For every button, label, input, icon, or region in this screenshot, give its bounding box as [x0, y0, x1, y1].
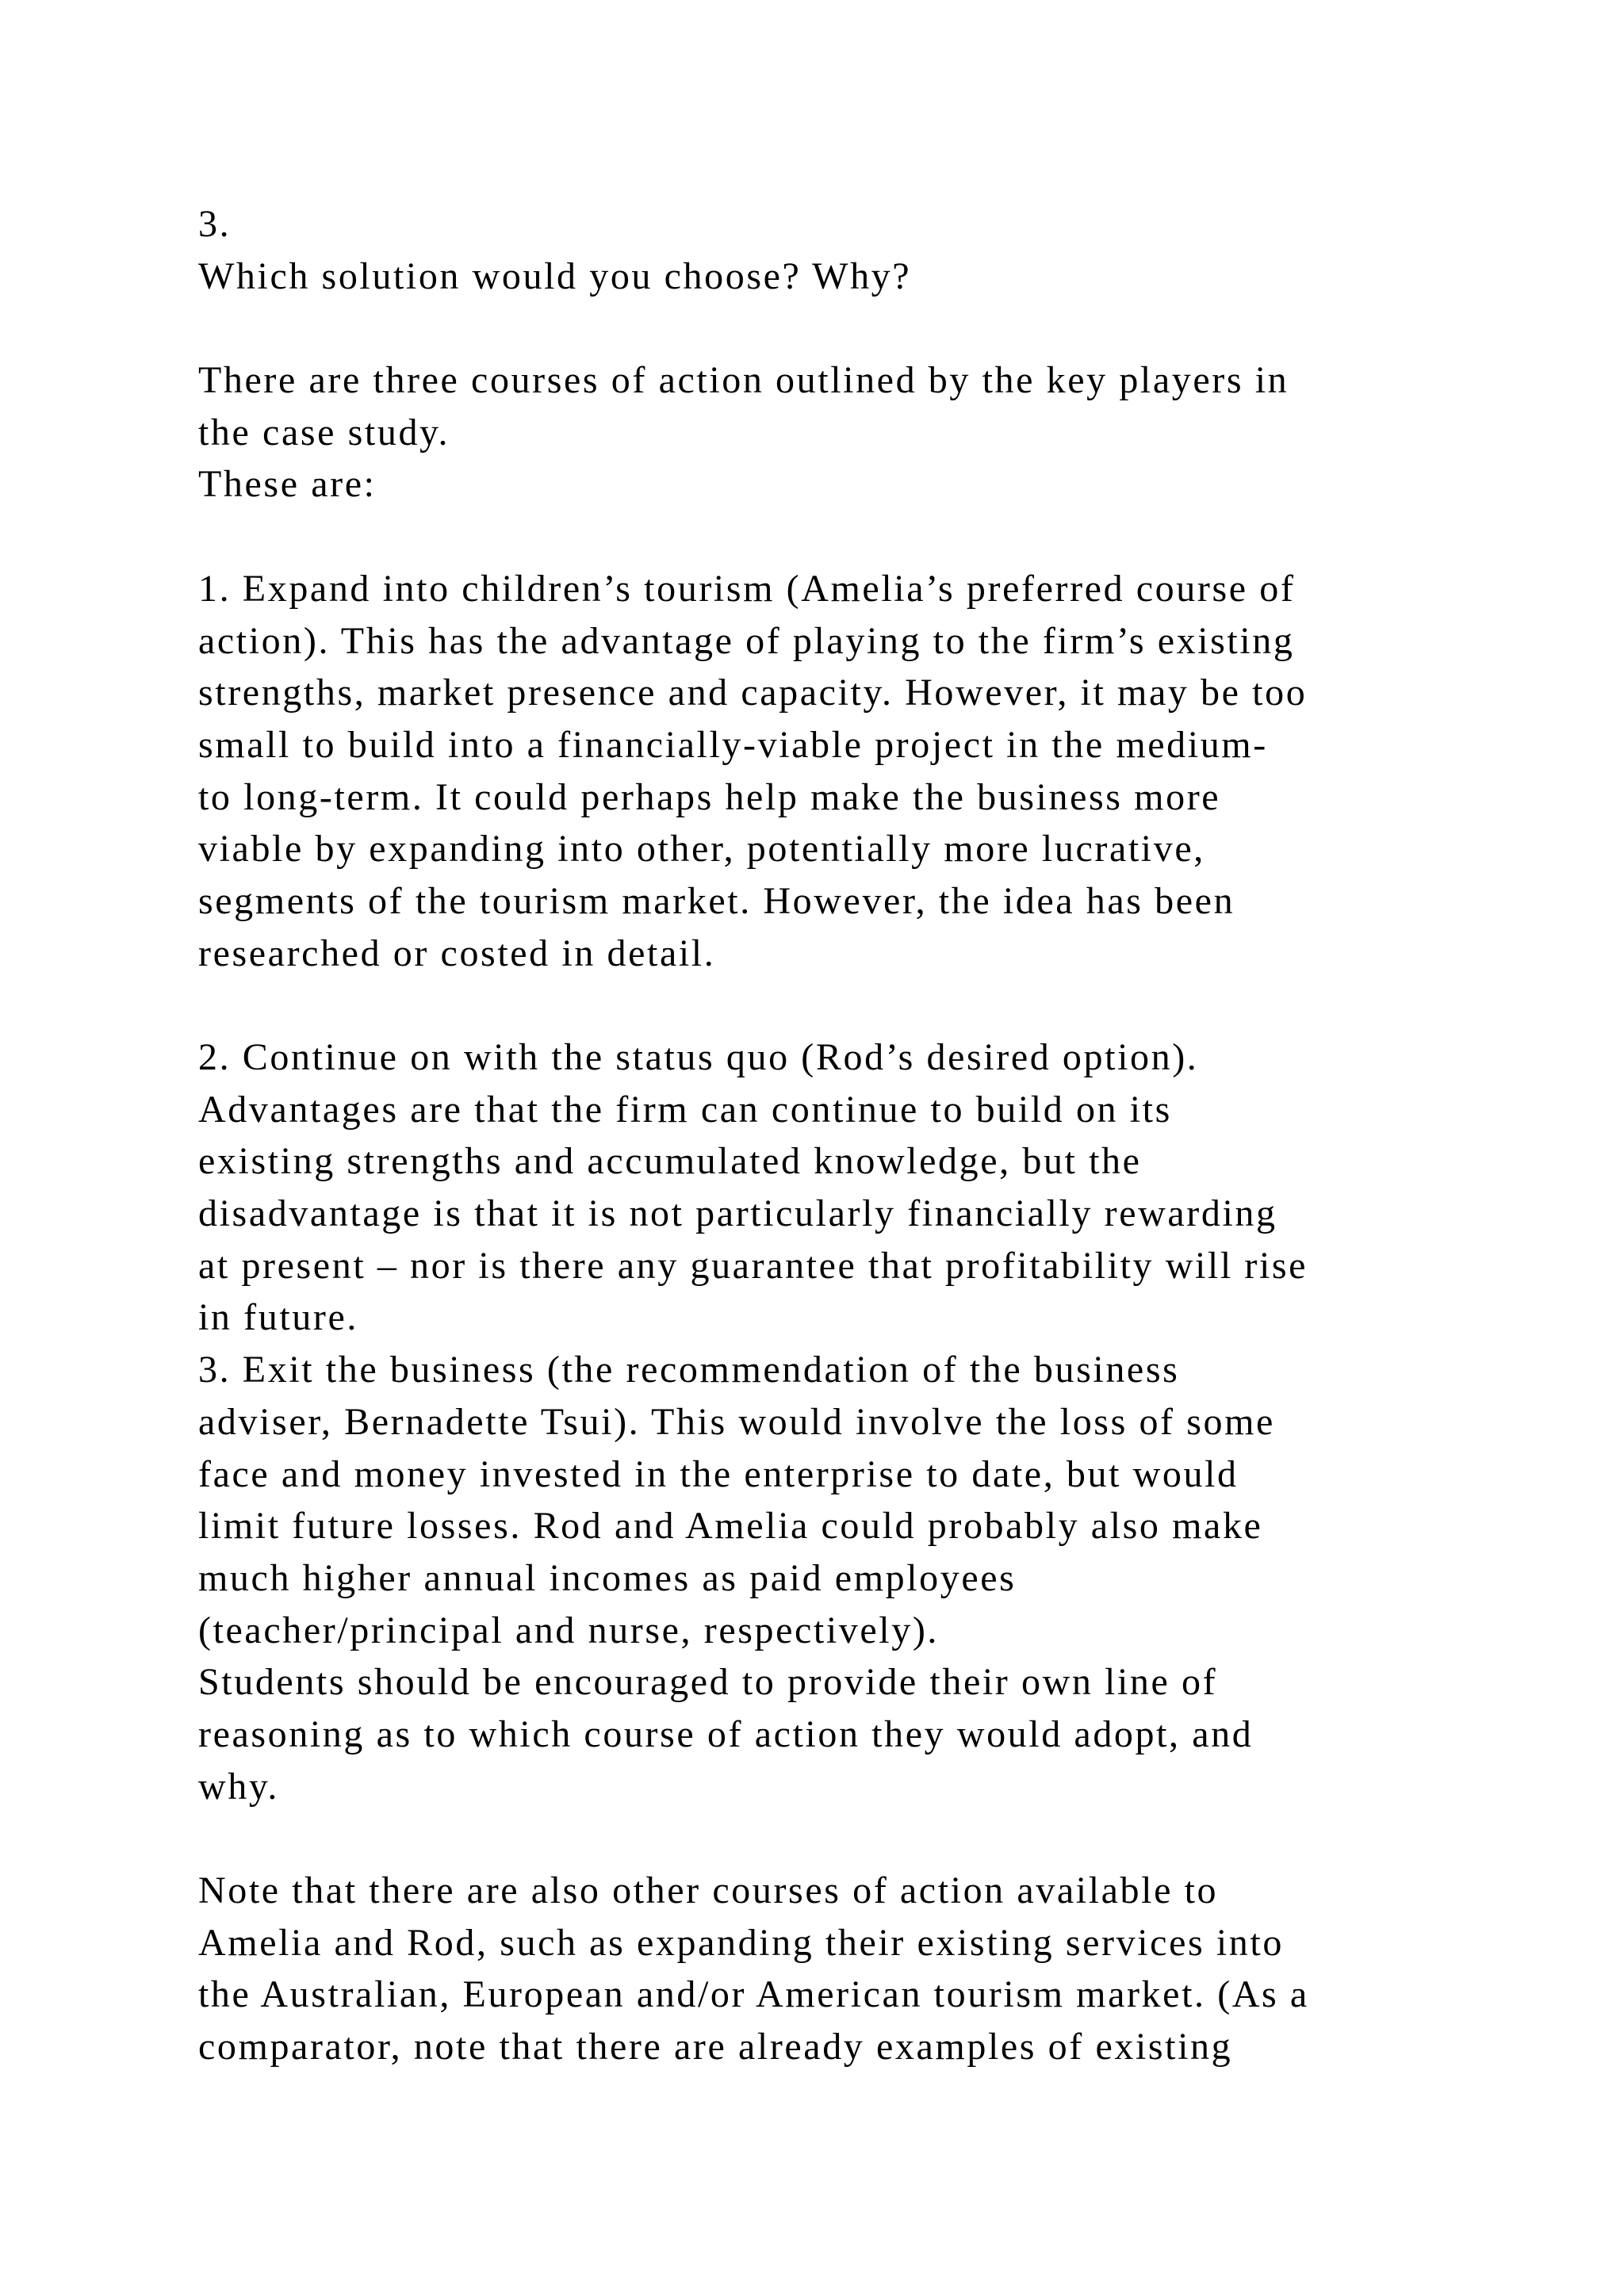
text-line: 3. Exit the business (the recommendation of the business — [198, 1349, 1180, 1391]
text-line: much higher annual incomes as paid employees — [198, 1556, 1017, 1599]
document-body — [198, 198, 1467, 2073]
text-line: 1. Expand into children’s tourism (Amelia’s preferred course of — [198, 567, 1296, 610]
text-line: 3. — [198, 203, 232, 245]
text-line: Amelia and Rod, such as expanding their existing services into — [198, 1921, 1284, 1964]
blank-line — [198, 1812, 1467, 1865]
text-line: Note that there are also other courses of action available to — [198, 1869, 1219, 1911]
text-line: These are: — [198, 463, 377, 506]
text-line: Advantages are that the firm can continue to build on its — [198, 1088, 1172, 1131]
text-line: why. — [198, 1765, 279, 1808]
text-line: comparator, note that there are already examples of existing — [198, 2026, 1233, 2068]
text-line: researched or costed in detail. — [198, 932, 716, 974]
text-line: There are three courses of action outlined by the key players in — [198, 359, 1289, 402]
blank-line — [198, 979, 1467, 1031]
text-line: action). This has the advantage of playing to the firm’s existing — [198, 619, 1295, 662]
text-line: the case study. — [198, 411, 450, 453]
text-line: small to build into a financially-viable project in the medium- — [198, 723, 1268, 766]
text-line: segments of the tourism market. However, the idea has been — [198, 879, 1235, 922]
text-line: at present – nor is there any guarantee that profitability will rise — [198, 1244, 1308, 1287]
text-line: face and money invested in the enterprise to date, but would — [198, 1452, 1239, 1495]
text-line: viable by expanding into other, potentially more lucrative, — [198, 828, 1205, 871]
text-line: existing strengths and accumulated knowledge, but the — [198, 1140, 1142, 1183]
text-line: adviser, Bernadette Tsui). This would involve the loss of some — [198, 1400, 1275, 1443]
text-line: Students should be encouraged to provide their own line of — [198, 1661, 1218, 1704]
text-line: strengths, market presence and capacity. However, it may be too — [198, 672, 1308, 714]
blank-line — [198, 511, 1467, 563]
text-line: to long-term. It could perhaps help make the business more — [198, 775, 1221, 818]
text-line: in future. — [198, 1296, 358, 1339]
text-line: Which solution would you choose? Why? — [198, 254, 912, 297]
text-line: (teacher/principal and nurse, respectively). — [198, 1609, 940, 1651]
text-line: limit future losses. Rod and Amelia could probably also make — [198, 1505, 1263, 1548]
text-line: 2. Continue on with the status quo (Rod’s desired option). — [198, 1036, 1199, 1078]
text-line: the Australian, European and/or American tourism market. (As a — [198, 1973, 1309, 2016]
text-line: reasoning as to which course of action they would adopt, and — [198, 1712, 1254, 1755]
blank-line — [198, 302, 1467, 354]
text-line: disadvantage is that it is not particularly financially rewarding — [198, 1192, 1277, 1235]
